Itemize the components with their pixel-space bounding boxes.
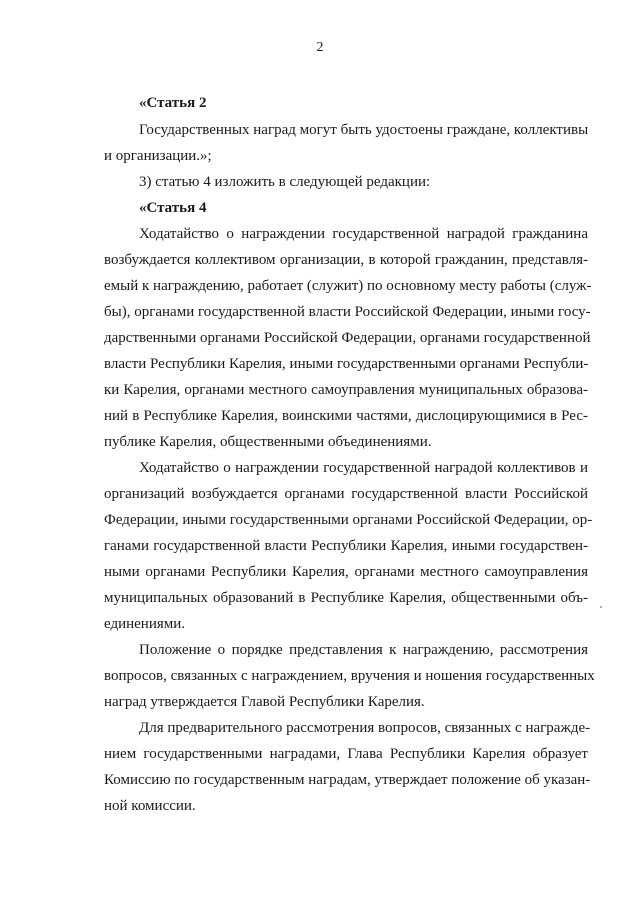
paragraph-line: единениями. xyxy=(104,616,186,632)
scan-speck xyxy=(600,606,602,608)
paragraph-line: Федерации, иными государственными органами Российской Федерации, ор‑ xyxy=(104,512,593,528)
paragraph-line: и организации.»; xyxy=(104,148,212,164)
paragraph-line: ний в Республике Карелия, воинскими частями, дислоцирующимися в Рес‑ xyxy=(104,408,588,424)
amendment-item-3: 3) статью 4 изложить в следующей редакции: xyxy=(139,174,431,190)
page-number: 2 xyxy=(316,40,324,55)
paragraph-line: возбуждается коллективом организации, в которой гражданин, представля‑ xyxy=(104,252,588,268)
paragraph-line: дарственными органами Российской Федерации, органами государственной xyxy=(104,330,591,346)
paragraph-line: муниципальных образований в Республике Карелия, общественными объ‑ xyxy=(104,590,588,606)
paragraph-line: наград утверждается Главой Республики Карелия. xyxy=(104,694,425,710)
paragraph-line: нием государственными наградами, Глава Республики Карелия образует xyxy=(104,746,588,762)
article-2-heading: «Статья 2 xyxy=(139,95,207,111)
paragraph-line: Положение о порядке представления к награждению, рассмотрения xyxy=(139,642,588,658)
paragraph-line: ными органами Республики Карелия, органами местного самоуправления xyxy=(104,564,588,580)
paragraph-line: организаций возбуждается органами государственной власти Российской xyxy=(104,486,588,502)
paragraph-line: Ходатайство о награждении государственной наградой гражданина xyxy=(139,226,588,242)
paragraph-line: емый к награждению, работает (служит) по основному месту работы (служ‑ xyxy=(104,278,592,294)
article-4-heading: «Статья 4 xyxy=(139,200,207,216)
paragraph-line: Государственных наград могут быть удостоены граждане, коллективы xyxy=(139,122,589,138)
paragraph-line: вопросов, связанных с награждением, вручения и ношения государственных xyxy=(104,668,595,684)
paragraph-line: публике Карелия, общественными объединениями. xyxy=(104,434,432,450)
paragraph-line: ганами государственной власти Республики Карелия, иными государствен‑ xyxy=(104,538,588,554)
paragraph-line: Ходатайство о награждении государственной наградой коллективов и xyxy=(139,460,588,476)
paragraph-line: бы), органами государственной власти Российской Федерации, иными госу‑ xyxy=(104,304,591,320)
paragraph-line: Для предварительного рассмотрения вопросов, связанных с награжде‑ xyxy=(139,720,591,736)
paragraph-line: власти Республики Карелия, иными государственными органами Республи‑ xyxy=(104,356,589,372)
paragraph-line: ной комиссии. xyxy=(104,798,196,814)
paragraph-line: ки Карелия, органами местного самоуправления муниципальных образова‑ xyxy=(104,382,588,398)
paragraph-line: Комиссию по государственным наградам, утверждает положение об указан‑ xyxy=(104,772,591,788)
